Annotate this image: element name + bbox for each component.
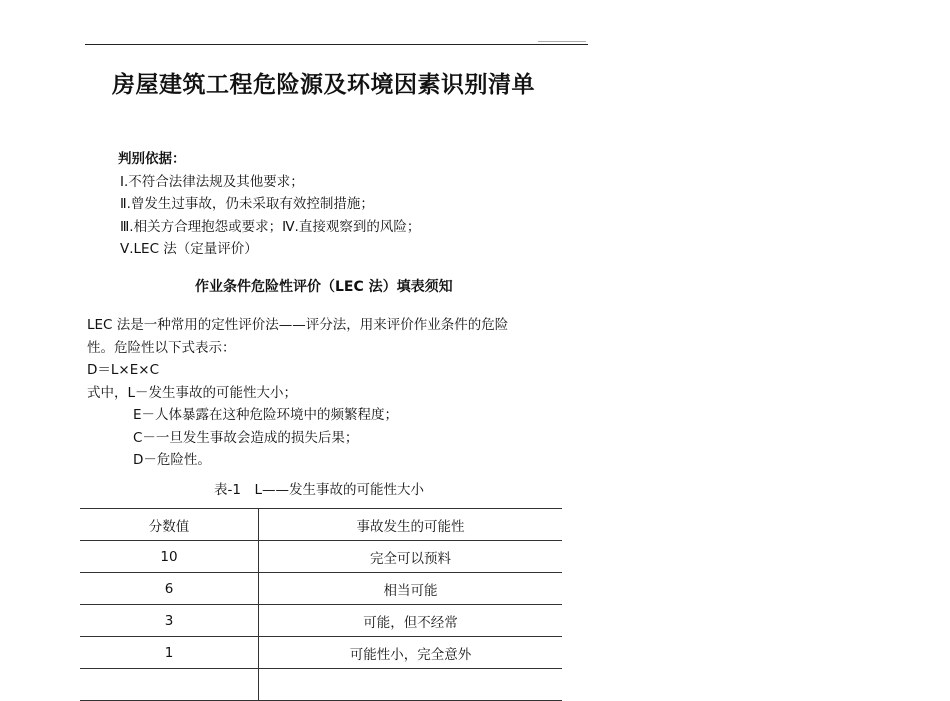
score-cell xyxy=(80,669,259,701)
lec-description xyxy=(87,314,587,472)
header-rule xyxy=(85,44,588,45)
definition-line: D－危险性。 xyxy=(133,452,211,468)
paragraph-line: 性。危险性以下式表示： xyxy=(87,339,236,356)
likelihood-cell xyxy=(259,669,563,701)
basis-item: Ⅰ.不符合法律法规及其他要求； xyxy=(120,173,304,190)
table-row xyxy=(80,605,562,637)
column-header-score: 分数值 xyxy=(80,509,259,541)
definition-line: E－人体暴露在这种危险环境中的频繁程度； xyxy=(133,407,399,423)
table-row xyxy=(80,541,562,573)
document-title: 房屋建筑工程危险源及环境因素识别清单 xyxy=(112,72,535,98)
definition-line: C－一旦发生事故会造成的损失后果； xyxy=(133,429,359,446)
paragraph-line: LEC 法是一种常用的定性评价法——评分法，用来评价作业条件的危险 xyxy=(87,317,509,333)
table-header-row xyxy=(80,509,562,541)
likelihood-cell: 完全可以预料 xyxy=(259,541,563,573)
score-cell: 10 xyxy=(80,541,259,573)
table-caption: 表-1 L——发生事故的可能性大小 xyxy=(214,482,424,498)
basis-heading: 判别依据： xyxy=(118,151,186,167)
column-header-likelihood: 事故发生的可能性 xyxy=(259,509,563,541)
likelihood-cell: 相当可能 xyxy=(259,573,563,605)
likelihood-cell: 可能，但不经常 xyxy=(259,605,563,637)
basis-section xyxy=(118,148,420,261)
likelihood-cell: 可能性小，完全意外 xyxy=(259,637,563,669)
basis-item: Ⅴ.LEC 法（定量评价） xyxy=(120,241,258,257)
table-row xyxy=(80,573,562,605)
basis-item: Ⅲ.相关方合理抱怨或要求；Ⅳ.直接观察到的风险； xyxy=(120,218,421,235)
score-cell: 3 xyxy=(80,605,259,637)
section-subtitle: 作业条件危险性评价（LEC 法）填表须知 xyxy=(195,279,453,295)
score-cell: 6 xyxy=(80,573,259,605)
basis-item: Ⅱ.曾发生过事故，仍未采取有效控制措施； xyxy=(120,196,374,212)
table-row xyxy=(80,669,562,701)
header-rule-mark xyxy=(538,41,586,42)
score-cell: 1 xyxy=(80,637,259,669)
table-row xyxy=(80,637,562,669)
formula-line: D＝L×E×C xyxy=(87,362,159,378)
paragraph-line: 式中，L－发生事故的可能性大小； xyxy=(87,384,298,401)
likelihood-table xyxy=(80,508,562,701)
